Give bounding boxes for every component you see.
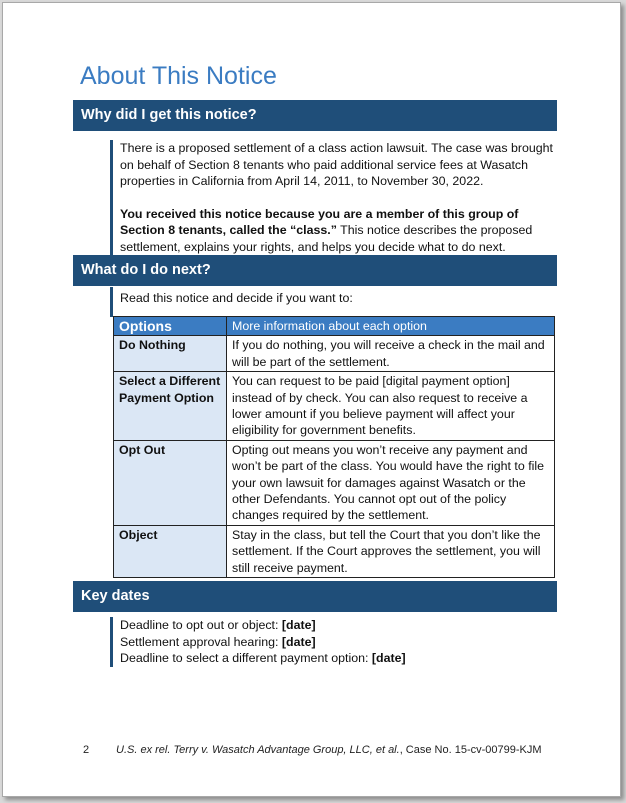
date-value: [date] xyxy=(371,651,406,666)
option-info: You can request to be paid [digital payment option] instead of by check. You can also request to receive a lower amount if you believe payment will affect your eligibility for government benefits. xyxy=(227,372,555,441)
date-label: Settlement approval hearing: xyxy=(120,634,282,649)
section-heading-why: Why did I get this notice? xyxy=(73,100,557,131)
info-header: More information about each option xyxy=(227,317,555,336)
next-intro-text: Read this notice and decide if you want to: xyxy=(120,291,353,305)
option-name: Select a Different Payment Option xyxy=(114,372,227,441)
case-number: , Case No. 15-cv-00799-KJM xyxy=(399,744,542,756)
date-line xyxy=(120,617,554,634)
option-name: Do Nothing xyxy=(114,336,227,372)
table-row xyxy=(114,372,555,441)
option-info: If you do nothing, you will receive a check in the mail and will be part of the settlement. xyxy=(227,336,555,372)
why-section-body xyxy=(110,140,554,256)
option-info: Stay in the class, but tell the Court that you don’t like the settlement. If the Court approves the settlement, you will still receive payment. xyxy=(227,525,555,577)
table-row xyxy=(114,336,555,372)
next-section-intro xyxy=(110,287,544,317)
date-line xyxy=(120,634,554,651)
table-row xyxy=(114,440,555,525)
key-dates-list xyxy=(110,617,554,667)
date-label: Deadline to opt out or object: xyxy=(120,618,282,632)
case-name: U.S. ex rel. Terry v. Wasatch Advantage Group, LLC, et al. xyxy=(116,744,400,756)
options-table-header xyxy=(114,317,555,336)
case-citation xyxy=(116,744,542,756)
option-name: Object xyxy=(114,525,227,577)
page-number: 2 xyxy=(83,744,90,756)
why-paragraph-2 xyxy=(120,206,554,256)
options-header: Options xyxy=(114,317,227,336)
options-table xyxy=(113,316,555,578)
document-page xyxy=(2,2,621,797)
date-value: [date] xyxy=(281,634,316,649)
table-row xyxy=(114,525,555,577)
section-heading-next: What do I do next? xyxy=(73,255,557,286)
date-label: Deadline to select a different payment option: xyxy=(120,651,372,666)
why-paragraph-2-bold: You received this notice because you are a member of this group of Section 8 tenants, called the “class.” xyxy=(120,206,519,238)
why-paragraph-2-rest: This notice describes the proposed settlement, explains your rights, and helps you decide what to do next. xyxy=(120,223,533,254)
page-title: About This Notice xyxy=(80,62,277,90)
section-heading-dates: Key dates xyxy=(73,581,557,612)
why-paragraph-1: There is a proposed settlement of a class action lawsuit. The case was brought on behalf of Section 8 tenants who paid additional service fees at Wasatch properties in California from April 14, 2011, to November 30, 2022. xyxy=(120,141,553,189)
date-line xyxy=(120,650,554,667)
option-name: Opt Out xyxy=(114,440,227,525)
date-value: [date] xyxy=(281,618,316,632)
option-info: Opting out means you won’t receive any payment and won’t be part of the class. You would have the right to file your own lawsuit for damages against Wasatch or the other Defendants. You cannot opt out of the policy changes required by the settlement. xyxy=(227,440,555,525)
